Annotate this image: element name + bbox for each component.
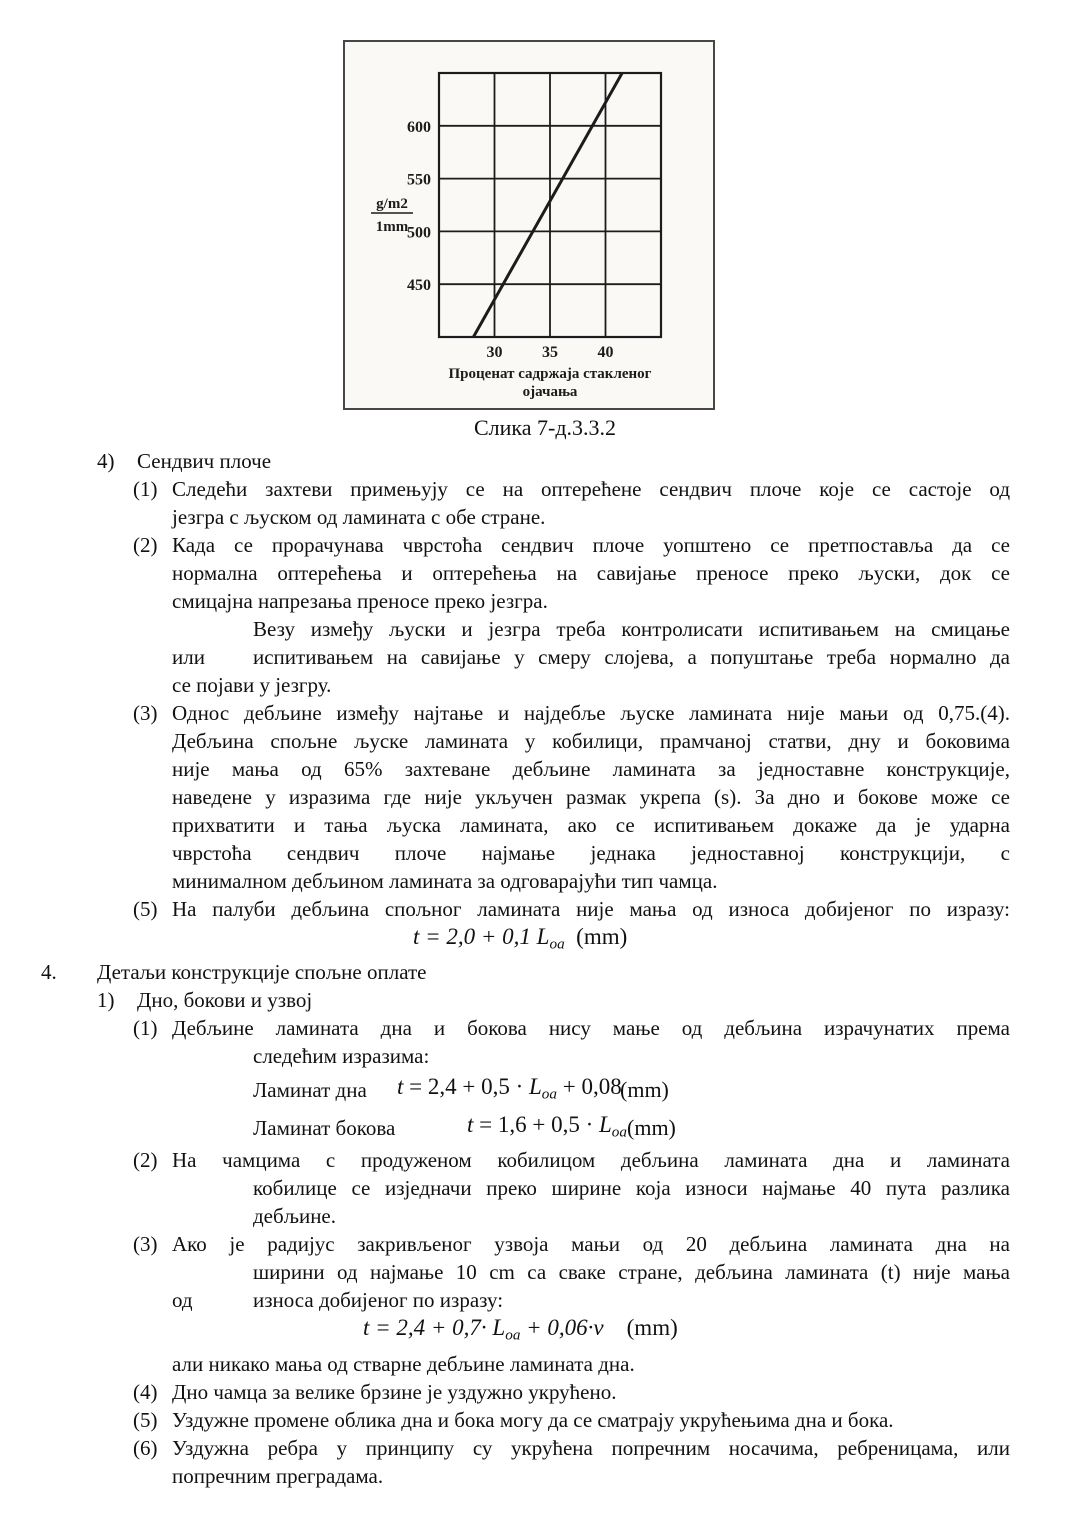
svg-text:450: 450 [407,277,431,295]
list-marker: (6) [133,1435,158,1460]
para-text: Уздужна ребра у принципу су укрућена попречним носачима, ребреницама, или [172,1435,1010,1460]
para-text: ширини од најмање 10 cm са сваке стране, дебљина ламината (t) није мања [253,1260,1010,1285]
section-heading [0,958,1090,986]
para-text: Дебљина спољне љуске ламината у кобилици, прамчаној статви, дну и боковима [172,729,1010,753]
para-text: Везу између љуски и језгра треба контролисати испитивањем на смицање [253,617,1010,641]
para-line [0,1350,1090,1378]
para-text: се појави у језгру. [172,673,332,697]
para-text: дебљине. [253,1204,337,1229]
para-text: наведене у изразима где није укључен размак укрепа (s). За дно и бокове може се [172,785,1010,809]
para-text: смицајна напрезања преносе преко језгра. [172,589,548,613]
list-marker: (2) [133,533,158,557]
para-line [0,475,1090,503]
document-body [0,447,1090,1490]
para-line [0,1174,1090,1202]
formula-unit: (mm) [627,1115,676,1141]
list-marker: 4) [97,449,115,473]
para-line [0,699,1090,727]
formula-deck-laminate: t = 2,0 + 0,1 Loa (mm) [413,924,628,953]
para-text: није мања од 65% захтеване дебљине ламината за једноставне конструкције, [172,757,1010,781]
para-text: следећим изразима: [253,1044,430,1069]
para-text: прихватити и тања љуска ламината, ако се испитивањем докаже да је ударна [172,813,1010,837]
para-line [0,531,1090,559]
para-line [0,1042,1090,1070]
list-marker: (1) [133,1016,158,1041]
para-text: Ако је радијус закривљеног узвоја мањи од 20 дебљина ламината дна на [172,1232,1010,1257]
para-line [0,1406,1090,1434]
formula-row-side-laminate [0,1108,1090,1146]
para-text: Следећи захтеви примењују се на оптерећене сендвич плоче које се састоје од [172,477,1010,501]
para-text: Дебљине ламината дна и бокова нису мање од дебљина израчунатих према [172,1016,1010,1041]
para-text: језгра с љуском од ламината с обе стране. [172,505,546,529]
para-text: На чамцима с продуженом кобилицом дебљина ламината дна и ламината [172,1148,1010,1173]
para-text: испитивањем на савијање у смеру слојева, а попуштање треба нормално да [253,645,1010,669]
para-text: кобилице се изједначи преко ширине која износи најмање 40 пута разлика [253,1176,1010,1201]
para-line [0,1462,1090,1490]
para-line [0,1286,1090,1314]
para-text: Дно чамца за велике брзине је уздужно укрућено. [172,1379,617,1404]
list-marker: (3) [133,701,158,725]
list-marker: (4) [133,1379,158,1404]
svg-text:ојачања: ојачања [522,384,578,400]
figure-box [343,40,715,410]
svg-text:40: 40 [597,344,614,361]
heading-text: Дно, бокови и узвој [137,988,313,1013]
svg-text:500: 500 [407,224,431,242]
list-marker: (5) [133,897,158,921]
figure-caption: Слика 7-д.3.3.2 [473,415,617,440]
list-marker: 4. [41,960,57,985]
para-text: На палуби дебљина спољног ламината није мања од износа добијеног по изразу: [172,897,1010,921]
hanging-word: или [172,645,205,669]
para-line [0,895,1090,923]
formula-bottom-laminate: t = 2,4 + 0,5 · Loa + 0,08 [397,1074,622,1103]
para-text: попречним преградама. [172,1463,384,1488]
para-line [0,671,1090,699]
para-line [0,587,1090,615]
para-text: Однос дебљине између најтање и најдебље љуске ламината није мањи од 0,75.(4). [172,701,1010,725]
para-line [0,839,1090,867]
hanging-word: од [172,1288,193,1313]
list-item-heading [0,986,1090,1014]
formula-row-bottom-laminate [0,1070,1090,1108]
svg-text:600: 600 [407,118,431,136]
list-item-heading [0,447,1090,475]
para-line [0,1378,1090,1406]
para-line [0,867,1090,895]
para-text: минималном дебљином ламината за одговарајући тип чамца. [172,869,718,893]
para-line [0,1146,1090,1174]
para-line [0,1202,1090,1230]
para-line [0,783,1090,811]
para-text: чврстоћа сендвич плоче најмање једнака једноставној конструкцији, с [172,841,1010,865]
svg-text:35: 35 [542,344,558,361]
para-text: али никако мања од стварне дебљине ламината дна. [172,1351,635,1376]
para-text: нормална оптерећења и оптерећења на савијање преносе преко љуски, док се [172,561,1010,585]
svg-text:g/m2: g/m2 [376,196,408,212]
formula-side-laminate: t = 1,6 + 0,5 · Loa [467,1112,627,1141]
formula-bilge-laminate: t = 2,4 + 0,7· Loa + 0,06·v (mm) [363,1315,678,1344]
svg-text:550: 550 [407,171,431,189]
para-line [0,503,1090,531]
para-text: износа добијеног по изразу: [253,1288,504,1313]
para-line [0,1434,1090,1462]
svg-text:Проценат садржаја стакленог: Проценат садржаја стакленог [448,366,652,382]
para-line [0,643,1090,671]
list-marker: (5) [133,1407,158,1432]
para-line [0,1258,1090,1286]
list-marker: 1) [97,988,115,1013]
heading-text: Сендвич плоче [137,449,272,473]
list-marker: (1) [133,477,158,501]
formula-label: Ламинат бокова [253,1116,396,1141]
para-text: Уздужне промене облика дна и бока могу да се сматрају укрућењима дна и бока. [172,1407,894,1432]
list-marker: (2) [133,1148,158,1173]
list-marker: (3) [133,1232,158,1257]
para-line [0,1230,1090,1258]
svg-text:1mm: 1mm [375,219,409,235]
para-text: Када се прорачунава чврстоћа сендвич плоче уопштено се претпоставља да се [172,533,1010,557]
heading-text: Детаљи конструкције спољне оплате [97,960,427,985]
para-line [0,727,1090,755]
para-line [0,811,1090,839]
para-line [0,755,1090,783]
para-line [0,559,1090,587]
formula-label: Ламинат дна [253,1078,367,1103]
para-line [0,1014,1090,1042]
svg-text:30: 30 [486,344,503,361]
para-line [0,615,1090,643]
formula-unit: (mm) [620,1077,669,1103]
